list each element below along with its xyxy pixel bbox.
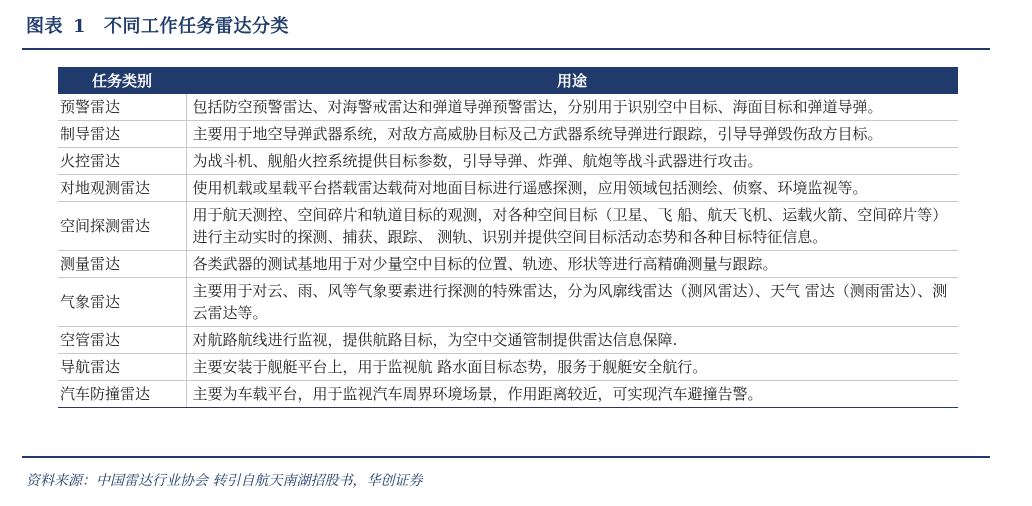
table-row — [58, 251, 958, 278]
table-row — [58, 327, 958, 354]
category-cell: 导航雷达 — [58, 354, 186, 381]
figure-number: 1 — [73, 16, 87, 37]
category-cell: 预警雷达 — [58, 94, 186, 121]
category-cell: 对地观测雷达 — [58, 175, 186, 202]
usage-cell: 主要用于地空导弹武器系统，对敌方高威胁目标及己方武器系统导弹进行跟踪，引导导弹毁伤敌方目标。 — [186, 121, 958, 148]
usage-cell: 包括防空预警雷达、对海警戒雷达和弹道导弹预警雷达，分别用于识别空中目标、海面目标和弹道导弹。 — [186, 94, 958, 121]
figure-title-text: 不同工作任务雷达分类 — [104, 16, 290, 37]
bottom-divider — [22, 456, 990, 458]
figure-label: 图表 — [26, 16, 63, 37]
category-cell: 空间探测雷达 — [58, 202, 186, 251]
usage-cell: 各类武器的测试基地用于对少量空中目标的位置、轨迹、形状等进行高精确测量与跟踪。 — [186, 251, 958, 278]
usage-cell: 主要为车载平台，用于监视汽车周界环境场景，作用距离较近，可实现汽车避撞告警。 — [186, 381, 958, 408]
usage-cell: 主要用于对云、雨、风等气象要素进行探测的特殊雷达，分为风廓线雷达（测风雷达）、天气 雷达（测雨雷达）、测云雷达等。 — [186, 278, 958, 327]
top-divider — [22, 48, 990, 50]
header-category: 任务类别 — [58, 67, 186, 94]
table-row — [58, 121, 958, 148]
usage-cell: 对航路航线进行监视，提供航路目标，为空中交通管制提供雷达信息保障. — [186, 327, 958, 354]
table-row — [58, 354, 958, 381]
usage-cell: 用于航天测控、空间碎片和轨道目标的观测，对各种空间目标（卫星、飞 船、航天飞机、运载火箭、空间碎片等）进行主动实时的探测、捕获、跟踪、 测轨、识别并提供空间目标活动态势和各种目标特征信息。 — [186, 202, 958, 251]
table-row — [58, 381, 958, 408]
category-cell: 测量雷达 — [58, 251, 186, 278]
source-note: 资料来源：中国雷达行业协会 转引自航天南湖招股书，华创证券 — [26, 473, 423, 489]
table-row — [58, 278, 958, 327]
table-header-row — [58, 67, 958, 94]
table-row — [58, 175, 958, 202]
category-cell: 火控雷达 — [58, 148, 186, 175]
category-cell: 制导雷达 — [58, 121, 186, 148]
usage-cell: 使用机载或星载平台搭载雷达载荷对地面目标进行遥感探测，应用领域包括测绘、侦察、环境监视等。 — [186, 175, 958, 202]
table-row — [58, 94, 958, 121]
table-row — [58, 202, 958, 251]
header-usage: 用途 — [186, 67, 958, 94]
table-row — [58, 148, 958, 175]
usage-cell: 为战斗机、舰船火控系统提供目标参数，引导导弹、炸弹、航炮等战斗武器进行攻击。 — [186, 148, 958, 175]
category-cell: 汽车防撞雷达 — [58, 381, 186, 408]
figure-title — [26, 12, 289, 38]
category-cell: 气象雷达 — [58, 278, 186, 327]
radar-classification-table — [58, 67, 958, 408]
usage-cell: 主要安装于舰艇平台上，用于监视航 路水面目标态势，服务于舰艇安全航行。 — [186, 354, 958, 381]
category-cell: 空管雷达 — [58, 327, 186, 354]
